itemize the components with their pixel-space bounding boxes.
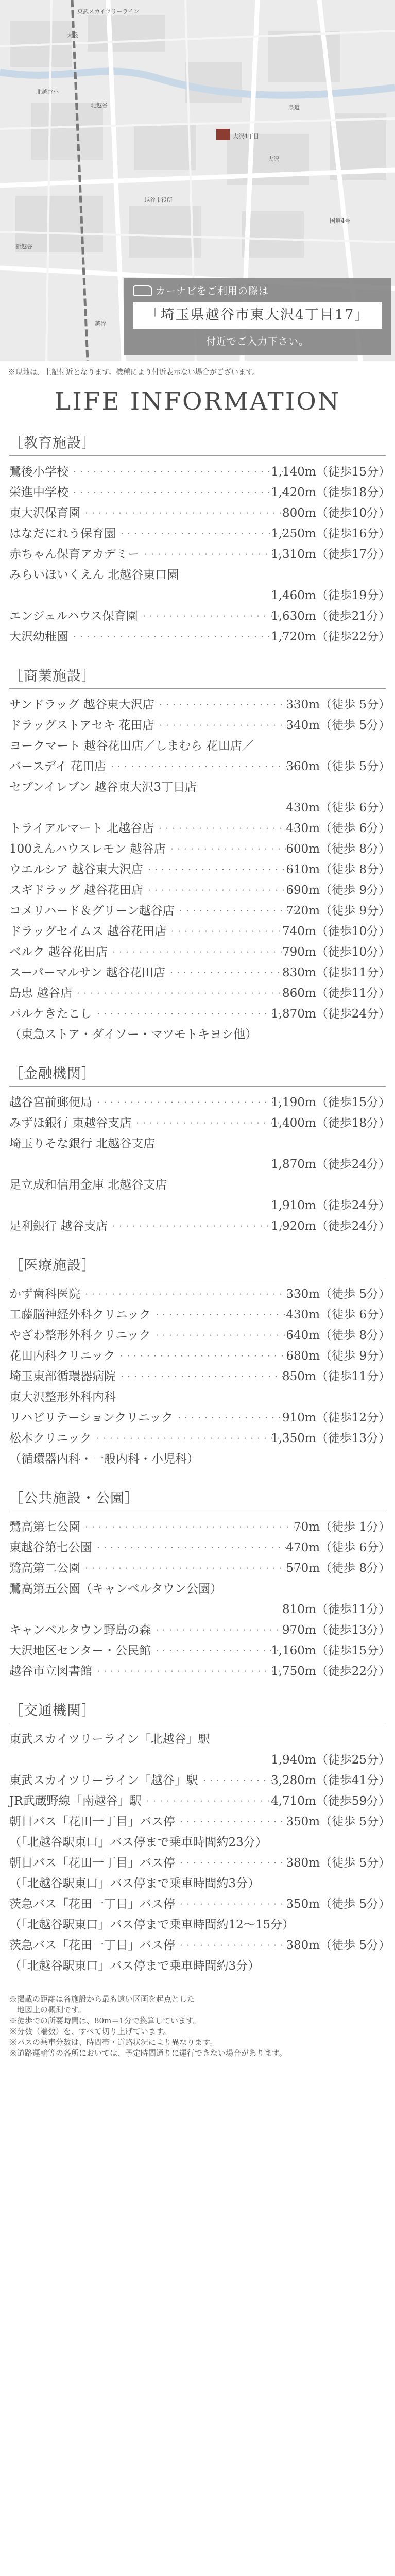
leader-dots: ・・・・・・・・・・・・・・・・・・・・・ <box>158 701 299 708</box>
leader-dots: ・・・・・・・・・・・・・・・・・ <box>178 1901 293 1908</box>
facility-name: キャンベルタウン野島の森 <box>9 1623 151 1637</box>
map-label: 大沢4丁目 <box>233 133 259 140</box>
leader-dots: ・・・・・・・・・・・ <box>201 1777 276 1784</box>
map-label: 大沢 <box>268 156 279 162</box>
facility-distance: 570m（徒歩 8分） <box>286 1562 390 1575</box>
facility-name: ドラッグセイムス 越谷花田店 <box>9 925 167 938</box>
navi-address: 「埼玉県越谷市東大沢4丁目17」 <box>133 302 382 329</box>
facility-distance: 1,720m（徒歩22分） <box>271 630 390 643</box>
facility-name: （「北越谷駅東口」バス停まで乗車時間約3分） <box>9 1877 260 1890</box>
facility-distance: 790m（徒歩10分） <box>282 945 390 959</box>
facility-name: （「北越谷駅東口」バス停まで乗車時間約12〜15分） <box>9 1918 295 1931</box>
facility-name: みずほ銀行 東越谷支店 <box>9 1116 132 1130</box>
leader-dots: ・・・・・・・・・・・・・・・・・・・・・・・・・・・・・・・・ <box>72 468 286 476</box>
facility-name: 大沢幼稚園 <box>9 630 68 643</box>
leader-dots: ・・・・・・・・・・・・・・・・・ <box>178 1942 293 1949</box>
leader-dots: ・・・・・・・・・・・・・・・・・・・・・・・・・・・・・・・・ <box>72 633 286 640</box>
leader-dots: ・・・・・・・・・・・・・・・・・ <box>178 1818 293 1825</box>
facility-distance: 1,750m（徒歩22分） <box>271 1665 390 1678</box>
facility-name: エンジェルハウス保育園 <box>9 609 138 623</box>
facility-name: 鷺高第五公園（キャンベルタウン公園） <box>9 1582 222 1596</box>
facility-name: 埼玉りそな銀行 北越谷支店 <box>9 1137 156 1150</box>
facility-name: （循環器内科・一般内科・小児科） <box>9 1452 199 1466</box>
facility-distance: 1,310m（徒歩17分） <box>271 548 390 561</box>
leader-dots: ・・・・・・・・・・・・・・・・・・・・・・・ <box>146 887 301 894</box>
leader-dots: ・・・・・・・・・・・・・・・・・・・・・・・・・・・・・ <box>109 763 304 770</box>
facility-distance: 470m（徒歩 6分） <box>286 1541 390 1554</box>
facility-distance: 610m（徒歩 8分） <box>286 863 390 876</box>
facility-distance: 1,400m（徒歩18分） <box>271 1116 390 1130</box>
map-label: 越谷 <box>95 320 106 327</box>
facility-name: 島忠 越谷店 <box>9 987 73 1000</box>
facility-distance: 1,870m（徒歩24分） <box>271 1158 390 1171</box>
leader-dots: ・・・・・・・・・・・・・・・・・・ <box>168 969 289 976</box>
facility-name: 東大沢整形外科内科 <box>9 1391 116 1404</box>
leader-dots: ・・・・・・・・・・・・・・・・・・・・・・・・・・・・ <box>111 948 299 956</box>
facility-name: スギドラッグ 越谷花田店 <box>9 884 143 897</box>
facility-name: サンドラッグ 越谷東大沢店 <box>9 698 154 711</box>
leader-dots: ・・・・・・・・・・・・・・・・・・・・・ <box>141 613 282 620</box>
facility-distance: 430m（徒歩 6分） <box>286 1308 390 1321</box>
facility-distance: 340m（徒歩 5分） <box>286 719 390 732</box>
facility-distance: 800m（徒歩10分） <box>282 506 390 520</box>
life-information-title: LIFE INFORMATION <box>55 387 340 416</box>
facility-distance: 720m（徒歩 9分） <box>286 904 390 918</box>
facility-distance: 680m（徒歩 9分） <box>286 1349 390 1363</box>
leader-dots: ・・・・・・・・・・・・・・・・・・・・・・・・・・・・・・・ <box>95 1544 303 1551</box>
facility-distance: 1,190m（徒歩15分） <box>271 1096 390 1109</box>
facility-distance: 1,870m（徒歩24分） <box>271 1007 390 1021</box>
facility-distance: 970m（徒歩13分） <box>282 1623 390 1637</box>
facility-distance: 3,280m（徒歩41分） <box>271 1774 390 1787</box>
leader-dots: ・・・・・・・・・・・・・・・・・・・・・・・・・・・・・・・・ <box>83 510 298 517</box>
map-note: ※現地は、上記付近となります。機種により付近表示ない場合がございます。 <box>8 368 260 377</box>
section-heading: ［金融機関］ <box>9 1066 96 1082</box>
leader-dots: ・・・・・・・・・・・・・・・・・・ <box>169 928 290 935</box>
leader-dots: ・・・・・・・・・・・・・・・・・・・ <box>154 1647 282 1654</box>
facility-distance: 1,420m（徒歩18分） <box>271 486 390 499</box>
leader-dots: ・・・・・・・・・・・・・・・・・・・・・・・・・・・・・・・・・・ <box>83 1523 312 1531</box>
facility-distance: 70m（徒歩 1分） <box>293 1520 390 1534</box>
facility-name: 鷺高第七公園 <box>9 1520 80 1534</box>
map-label: 国道4号 <box>330 217 350 224</box>
leader-dots: ・・・・・・・・・・・・・・・・・・・・・・・・・・・・・・・・・ <box>83 1291 305 1298</box>
facility-distance: 330m（徒歩 5分） <box>286 1287 390 1301</box>
facility-distance: 1,160m（徒歩15分） <box>271 1644 390 1657</box>
map-label: 新越谷 <box>15 243 32 250</box>
section-heading: ［公共施設・公園］ <box>9 1490 139 1506</box>
facility-name: 松本クリニック <box>9 1432 92 1445</box>
facility-name: 茨急バス「花田一丁目」バス停 <box>9 1939 175 1952</box>
section-heading: ［交通機関］ <box>9 1703 96 1719</box>
section-heading: ［教育施設］ <box>9 435 96 451</box>
facility-distance: 430m（徒歩 6分） <box>286 822 390 835</box>
section-heading: ［商業施設］ <box>9 668 96 684</box>
facility-distance: 1,940m（徒歩25分） <box>271 1753 390 1767</box>
leader-dots: ・・・・・・・・・・・・・・・・・・・・・・ <box>134 1120 282 1127</box>
facility-name: 朝日バス「花田一丁目」バス停 <box>9 1815 175 1828</box>
facility-name: 東大沢保育園 <box>9 506 80 520</box>
leader-dots: ・・・・・・・・・・・・・・・・・・ <box>178 907 299 914</box>
leader-dots: ・・・・・・・・・・・・・・・・・・・・・・・・・・・・・・・・・ <box>83 1565 305 1572</box>
map-label: 越谷市役所 <box>144 197 173 204</box>
leader-dots: ・・・・・・・・・・・・・・・・・・・・・・・・・・・・・・・・・・ <box>75 990 303 997</box>
map-label: 大袋 <box>67 32 78 39</box>
facility-name: やざわ整形外科クリニック <box>9 1329 151 1342</box>
facility-name: 鷺高第二公園 <box>9 1562 80 1575</box>
leader-dots: ・・・・・・・・・・・・・・・・・・・・・・・・・・・・・ <box>95 1435 289 1442</box>
section-heading: ［医療施設］ <box>9 1258 96 1274</box>
leader-dots: ・・・・・・・・・・・・・・・・・・・・・・・・・・ <box>111 1223 285 1230</box>
leader-dots: ・・・・・・・・・・・・・・・・・・・・・・・・・・ <box>119 1373 294 1380</box>
facility-distance: 1,630m（徒歩21分） <box>271 609 390 623</box>
facility-name: 越谷宮前郵便局 <box>9 1096 92 1109</box>
facility-distance: 910m（徒歩12分） <box>282 1411 390 1425</box>
facility-name: ベルク 越谷花田店 <box>9 945 108 959</box>
leader-dots: ・・・・・・・・・・・・・・・・・・・・・ <box>154 1626 295 1634</box>
car-navi-header: カーナビをご利用の際は <box>156 285 269 297</box>
facility-name: バースデイ 花田店 <box>9 760 107 773</box>
leader-dots: ・・・・・・・・・・・・・・・・・・・・・ <box>157 825 298 832</box>
facility-distance: 830m（徒歩11分） <box>282 966 390 979</box>
leader-dots: ・・・・・・・・・・・・・・・・・ <box>178 1859 293 1867</box>
footnote: ※徒歩での所要時間は、80m＝1分で換算しています。 <box>9 2016 201 2025</box>
facility-distance: 330m（徒歩 5分） <box>286 698 390 711</box>
facility-distance: 1,910m（徒歩24分） <box>271 1199 390 1212</box>
facility-name: 越谷市立図書館 <box>9 1665 92 1678</box>
facility-distance: 4,710m（徒歩59分） <box>271 1794 390 1808</box>
leader-dots: ・・・・・・・・・・・・・・・・・ <box>176 1414 290 1421</box>
map-label: 東武スカイツリーライン <box>77 8 140 15</box>
facility-name: 大沢地区センター・公民館 <box>9 1644 151 1657</box>
facility-distance: 350m（徒歩 5分） <box>286 1815 390 1828</box>
facility-name: 栄進中学校 <box>9 486 68 499</box>
footnote: ※分数（端数）を、すべて切り上げています。 <box>9 2027 171 2036</box>
facility-name: 足利銀行 越谷支店 <box>9 1219 108 1233</box>
leader-dots: ・・・・・・・・・・・・・・・・・・・・・ <box>158 722 299 729</box>
facility-name: 朝日バス「花田一丁目」バス停 <box>9 1856 175 1870</box>
facility-name: （「北越谷駅東口」バス停まで乗車時間約23分） <box>9 1836 267 1849</box>
facility-name: 東武スカイツリーライン「越谷」駅 <box>9 1774 198 1787</box>
facility-name: かず歯科医院 <box>9 1287 80 1301</box>
facility-name: ウエルシア 越谷東大沢店 <box>9 863 143 876</box>
leader-dots: ・・・・・・・・・・・・・・・・・・・・・ <box>143 551 284 558</box>
footnote: 地図上の概測です。 <box>9 2005 86 2014</box>
facility-name: 東武スカイツリーライン「北越谷」駅 <box>9 1733 210 1746</box>
facility-name: 赤ちゃん保育アカデミー <box>9 548 140 561</box>
footnote: ※道路運輸等の各所においては、予定時間通りに運行できない場合があります。 <box>9 2048 287 2058</box>
facility-distance: 1,920m（徒歩24分） <box>271 1219 390 1233</box>
facility-distance: 380m（徒歩 5分） <box>286 1856 390 1870</box>
facility-name: セブンイレブン 越谷東大沢3丁目店 <box>9 781 197 794</box>
leader-dots: ・・・・・・・・・・・・・・・・・・・・・・・・・・・・ <box>95 1099 283 1106</box>
facility-distance: 380m（徒歩 5分） <box>286 1939 390 1952</box>
facility-distance: 350m（徒歩 5分） <box>286 1897 390 1911</box>
facility-distance: 1,250m（徒歩16分） <box>271 527 390 540</box>
facility-name: 東越谷第七公園 <box>9 1541 92 1554</box>
facility-distance: 850m（徒歩11分） <box>282 1370 390 1383</box>
map-label: 県道 <box>288 104 300 111</box>
facility-name: ヨークマート 越谷花田店／しまむら 花田店／ <box>9 739 254 753</box>
facility-name: （「北越谷駅東口」バス停まで乗車時間約3分） <box>9 1959 260 1973</box>
leader-dots: ・・・・・・・・・・・・・・・・・・・・・・・ <box>146 866 301 873</box>
facility-name: トライアルマート 北越谷店 <box>9 822 154 835</box>
facility-name: はなだにれう保育園 <box>9 527 116 540</box>
map-label: 北越谷 <box>91 102 108 109</box>
facility-distance: 430m（徒歩 6分） <box>286 801 390 815</box>
leader-dots: ・・・・・・・・・・・・・・・・・・・・・・・・・・・・・・・・ <box>72 489 286 496</box>
leader-dots: ・・・・・・・・・・・・・・・・・・・・・・・・・・・ <box>118 1352 300 1360</box>
leader-dots: ・・・・・・・・・・・・・・・・・・・・ <box>145 1798 279 1805</box>
facility-name: 花田内科クリニック <box>9 1349 115 1363</box>
facility-name: 100えんハウスレモン 越谷店 <box>9 842 166 856</box>
leader-dots: ・・・・・・・・・・・・・・・・・・・・・・・・・・・・ <box>95 1010 283 1018</box>
leader-dots: ・・・・・・・・・・・・・・・・・・・・・ <box>154 1332 295 1339</box>
facility-name: コメリハード＆グリーン越谷店 <box>9 904 175 918</box>
leader-dots: ・・・・・・・・・・・・・・・・・・・・・ <box>154 1311 295 1318</box>
leader-dots: ・・・・・・・・・・・・・・・・・・・ <box>169 845 297 853</box>
facility-distance: 600m（徒歩 8分） <box>286 842 390 856</box>
facility-distance: 1,350m（徒歩13分） <box>271 1432 390 1445</box>
footnote: ※バスの乗車分数は、時間帯・道路状況により異なります。 <box>9 2038 217 2047</box>
facility-name: みらいほいくえん 北越谷東口園 <box>9 568 179 582</box>
leader-dots: ・・・・・・・・・・・・・・・・・・・・・・・・・・・・ <box>95 1668 283 1675</box>
facility-name: 埼玉東部循環器病院 <box>9 1370 116 1383</box>
facility-distance: 1,140m（徒歩15分） <box>271 465 390 479</box>
car-navi-note: 付近でご入力下さい。 <box>205 336 309 347</box>
map-label: 北越谷小 <box>36 89 59 95</box>
facility-name: （東急ストア・ダイソー・マツモトキヨシ他） <box>9 1028 257 1041</box>
facility-distance: 860m（徒歩11分） <box>282 987 390 1000</box>
leader-dots: ・・・・・・・・・・・・・・・・・・・・・・・・・ <box>119 530 287 537</box>
facility-distance: 640m（徒歩 8分） <box>286 1329 390 1342</box>
facility-name: JR武蔵野線「南越谷」駅 <box>9 1794 142 1808</box>
facility-distance: 810m（徒歩11分） <box>282 1603 390 1616</box>
facility-name: パルケきたこし <box>9 1007 92 1021</box>
facility-name: 鷺後小学校 <box>9 465 68 479</box>
facility-distance: 690m（徒歩 9分） <box>286 884 390 897</box>
footnote: ※掲載の距離は各施設から最も遠い区画を起点とした <box>9 1994 195 2004</box>
facility-name: 工藤脳神経外科クリニック <box>9 1308 151 1321</box>
facility-name: 茨急バス「花田一丁目」バス停 <box>9 1897 175 1911</box>
facility-distance: 740m（徒歩10分） <box>282 925 390 938</box>
facility-name: スーパーマルサン 越谷花田店 <box>9 966 165 979</box>
facility-name: ドラッグストアセキ 花田店 <box>9 719 154 732</box>
facility-distance: 360m（徒歩 5分） <box>286 760 390 773</box>
facility-name: リハビリテーションクリニック <box>9 1411 174 1425</box>
facility-name: 足立成和信用金庫 北越谷支店 <box>9 1178 167 1192</box>
facility-distance: 1,460m（徒歩19分） <box>271 589 390 602</box>
